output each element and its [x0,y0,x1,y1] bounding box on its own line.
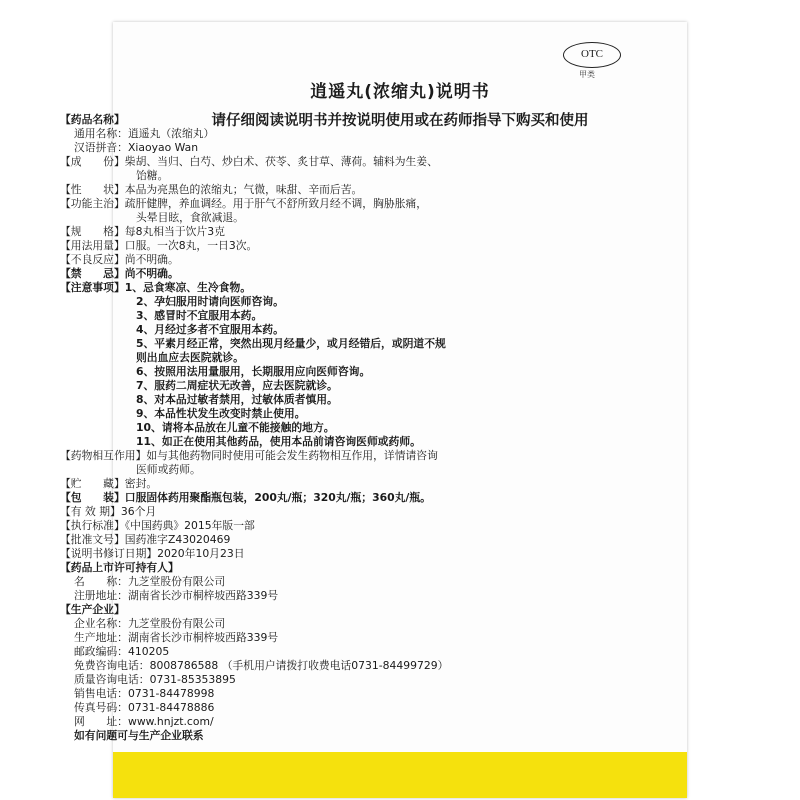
leaflet-line: 邮政编码：410205 [74,645,170,658]
leaflet-line: 【成 份】柴胡、当归、白芍、炒白术、茯苓、炙甘草、薄荷。辅料为生姜、 [60,155,438,168]
yellow-footer-band [113,752,687,798]
leaflet-line: 如有问题可与生产企业联系 [74,729,204,742]
leaflet-line: 【规 格】每8丸相当于饮片3克 [60,225,225,238]
leaflet-line: 网 址：www.hnjzt.com/ [74,715,214,728]
leaflet-line: 则出血应去医院就诊。 [136,351,244,364]
leaflet-line: 【有 效 期】36个月 [60,505,157,518]
leaflet-line: 【药品上市许可持有人】 [60,561,179,574]
leaflet-line: 【贮 藏】密封。 [60,477,158,490]
leaflet-line: 【性 状】本品为亮黑色的浓缩丸；气微，味甜、辛而后苦。 [60,183,363,196]
leaflet-line: 9、本品性状发生改变时禁止使用。 [136,407,306,420]
document-subtitle: 请仔细阅读说明书并按说明使用或在药师指导下购买和使用 [211,113,589,129]
leaflet-line: 11、如正在使用其他药品，使用本品前请咨询医师或药师。 [136,435,421,448]
leaflet-line: 4、月经过多者不宜服用本药。 [136,323,284,336]
leaflet-line: 【功能主治】疏肝健脾，养血调经。用于肝气不舒所致月经不调，胸胁胀痛， [60,197,428,210]
leaflet-line: 7、服药二周症状无改善，应去医院就诊。 [136,379,338,392]
leaflet-line: 【不良反应】尚不明确。 [60,253,179,266]
leaflet-line: 生产地址：湖南省长沙市桐梓坡西路339号 [74,631,279,644]
leaflet-line: 通用名称：逍遥丸（浓缩丸） [74,127,215,140]
document-title: 逍遥丸(浓缩丸)说明书 [310,82,490,102]
leaflet-line: 【禁 忌】尚不明确。 [60,267,179,280]
leaflet-line: 饴糖。 [136,169,169,182]
leaflet-line: 3、感冒时不宜服用本药。 [136,309,263,322]
leaflet-line: 传真号码：0731-84478886 [74,701,215,714]
otc-badge: OTC [563,42,621,68]
leaflet-line: 注册地址：湖南省长沙市桐梓坡西路339号 [74,589,279,602]
leaflet-line: 【批准文号】国药准字Z43020469 [60,533,231,546]
leaflet-line: 【注意事项】1、忌食寒凉、生冷食物。 [60,281,252,294]
leaflet-line: 5、平素月经正常，突然出现月经量少，或月经错后，或阴道不规 [136,337,446,350]
leaflet-line: 企业名称：九芝堂股份有限公司 [74,617,226,630]
leaflet-line: 免费咨询电话：8008786588 （手机用户请拨打收费电话0731-84499729） [74,659,449,672]
leaflet-line: 【执行标准】《中国药典》2015年版一部 [60,519,255,532]
leaflet-line: 名 称：九芝堂股份有限公司 [74,575,226,588]
leaflet-line: 【生产企业】 [60,603,125,616]
leaflet-line: 【药品名称】 [60,113,125,126]
leaflet-line: 【包 装】口服固体药用聚酯瓶包装，200丸/瓶；320丸/瓶；360丸/瓶。 [60,491,431,504]
leaflet-line: 质量咨询电话：0731-85353895 [74,673,236,686]
leaflet-line: 2、孕妇服用时请向医师咨询。 [136,295,284,308]
leaflet-line: 医师或药师。 [136,463,201,476]
leaflet-line: 汉语拼音：Xiaoyao Wan [74,141,199,154]
leaflet-line: 8、对本品过敏者禁用，过敏体质者慎用。 [136,393,338,406]
leaflet-line: 6、按照用法用量服用，长期服用应向医师咨询。 [136,365,371,378]
leaflet-line: 10、请将本品放在儿童不能接触的地方。 [136,421,335,434]
leaflet-line: 头晕目眩，食欲减退。 [136,211,244,224]
otc-category: 甲类 [579,70,595,79]
leaflet-line: 销售电话：0731-84478998 [74,687,215,700]
leaflet-line: 【说明书修订日期】2020年10月23日 [60,547,245,560]
leaflet-line: 【用法用量】口服。一次8丸，一日3次。 [60,239,258,252]
leaflet-line: 【药物相互作用】如与其他药物同时使用可能会发生药物相互作用，详情请咨询 [60,449,438,462]
